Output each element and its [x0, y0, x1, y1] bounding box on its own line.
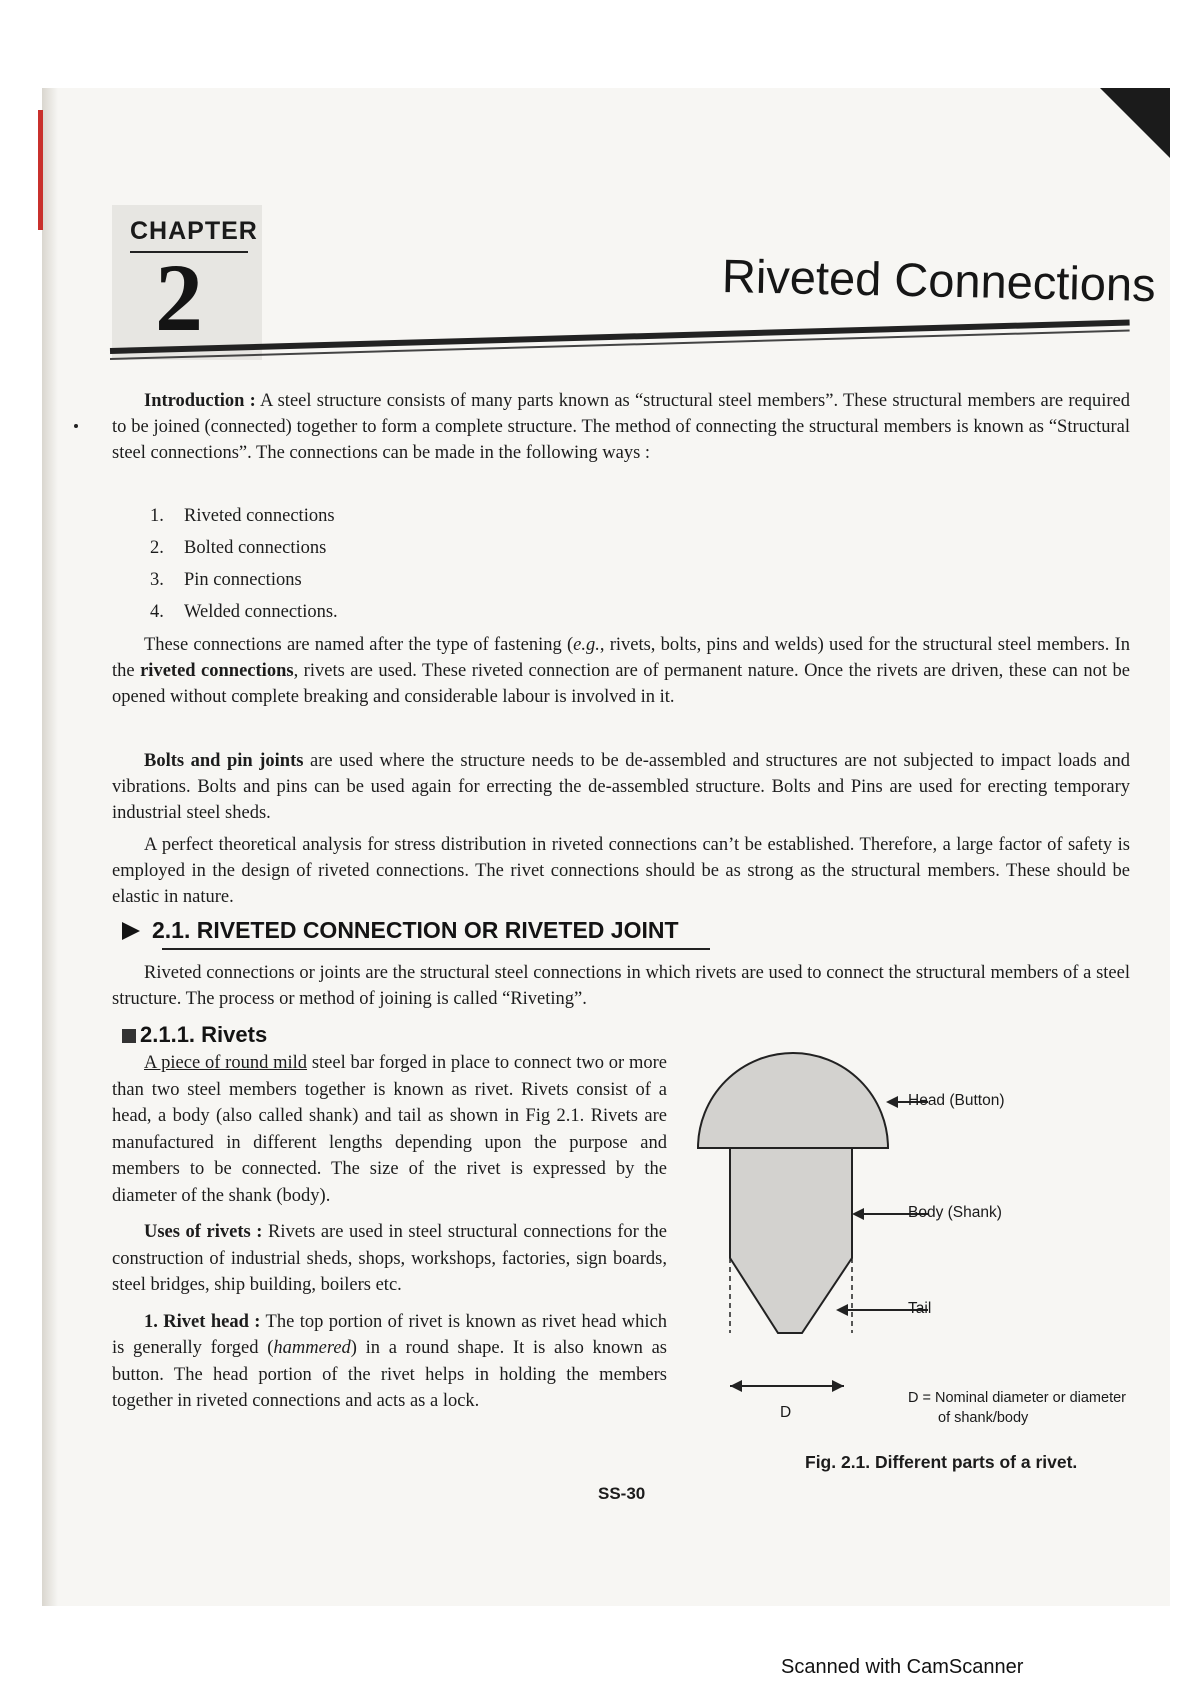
- body-label: Body (Shank): [908, 1204, 1002, 1221]
- margin-dot: [74, 424, 78, 428]
- subsection-heading: 2.1.1. Rivets: [122, 1022, 267, 1048]
- scanner-watermark: Scanned with CamScanner: [781, 1656, 1024, 1678]
- intro-lead: Introduction :: [144, 391, 256, 411]
- riveted-connections-term: riveted connections: [140, 661, 294, 681]
- diameter-note-2: of shank/body: [938, 1410, 1029, 1426]
- uses-lead: Uses of rivets :: [144, 1222, 263, 1242]
- list-item: 4. Welded connections.: [150, 602, 338, 622]
- figure-caption: Fig. 2.1. Different parts of a rivet.: [805, 1452, 1078, 1472]
- folded-corner: [1100, 88, 1170, 158]
- chapter-title: Riveted Connections: [721, 249, 1157, 312]
- chapter-number: 2: [155, 244, 203, 351]
- red-page-edge: [38, 110, 43, 230]
- diameter-note: D = Nominal diameter or diameter: [908, 1390, 1126, 1406]
- diameter-label: D: [780, 1404, 792, 1421]
- connection-ways-list: [150, 500, 338, 628]
- chapter-label: CHAPTER: [130, 217, 258, 245]
- bolts-term: Bolts and pin joints: [144, 751, 304, 771]
- head-label: Head (Button): [908, 1092, 1005, 1109]
- rivet-head-shape: [698, 1053, 888, 1148]
- section-heading: 2.1. RIVETED CONNECTION OR RIVETED JOINT: [122, 917, 679, 944]
- intro-paragraph: [112, 388, 1130, 466]
- tail-label: Tail: [908, 1300, 932, 1317]
- section-heading-underline: [162, 948, 710, 950]
- analysis-paragraph: A perfect theoretical analysis for stress distribution in riveted connections can’t be established. Therefore, a large factor of safety is employed in the design of riveted connections. The rivet connections should be as strong as the structural members. These should be elastic in nature.: [112, 835, 1130, 907]
- rivet-head-lead: 1. Rivet head :: [144, 1311, 261, 1332]
- diameter-dimension: [718, 1372, 878, 1412]
- rivets-text-column: A piece of round mild steel bar forged in place to connect two or more than two steel members together is known as rivet. Rivets consist of a head, a body (also called shank) and tail as shown in Fig 2.1. Rivets are manufactured in different lengths depending upon the purpose and members to be connected. The size of the rivet is expressed by the diameter of the shank (body). Uses of rivets : Rivets are used in steel structural connections for the construction of industrial sheds, shops, workshops, factories, sign boards, steel bridges, ship building, boilers etc. 1. Rivet head : The top portion of rivet is known as rivet head which is generally forged (hammered) in a round shape. It is also known as button. The head portion of the rivet helps in holding the members together in riveted connections and acts as a lock.: [112, 1053, 667, 1411]
- page-number: SS-30: [598, 1484, 646, 1503]
- bolts-paragraph: Bolts and pin joints are used where the structure needs to be de-assembled and structures are not subjected to impact loads and vibrations. Bolts and pins can be used again for errecting the de-assembled structure. Bolts and Pins are used for erecting temporary industrial steel sheds.: [112, 751, 1130, 823]
- list-item: 1. Riveted connections: [150, 506, 335, 526]
- intro-text: A steel structure consists of many parts known as “structural steel members”. These structural members are required to be joined (connected) together to form a complete structure. The method of connecting the structural members is known as “Structural steel connections”. The connections can be made in the following ways :: [112, 391, 1130, 463]
- list-item: 2. Bolted connections: [150, 538, 327, 558]
- rivet-definition-underlined: A piece of round mild: [144, 1053, 308, 1073]
- page-binding-shadow: [42, 88, 58, 1606]
- pen-mark-icon: [122, 1029, 136, 1043]
- section-arrow-icon: [122, 922, 140, 940]
- section-paragraph: Riveted connections or joints are the structural steel connections in which rivets are used to connect the structural members of a steel structure. The process or method of joining is called “Riveting”.: [112, 963, 1130, 1009]
- list-item: 3. Pin connections: [150, 570, 302, 590]
- fastening-paragraph: These connections are named after the type of fastening (e.g., rivets, bolts, pins and welds) used for the structural steel members. In the riveted connections, rivets are used. These riveted connection are of permanent nature. Once the rivets are driven, these can not be opened without complete breaking and considerable labour is involved in it.: [112, 635, 1130, 707]
- rivet-shank-shape: [730, 1148, 852, 1333]
